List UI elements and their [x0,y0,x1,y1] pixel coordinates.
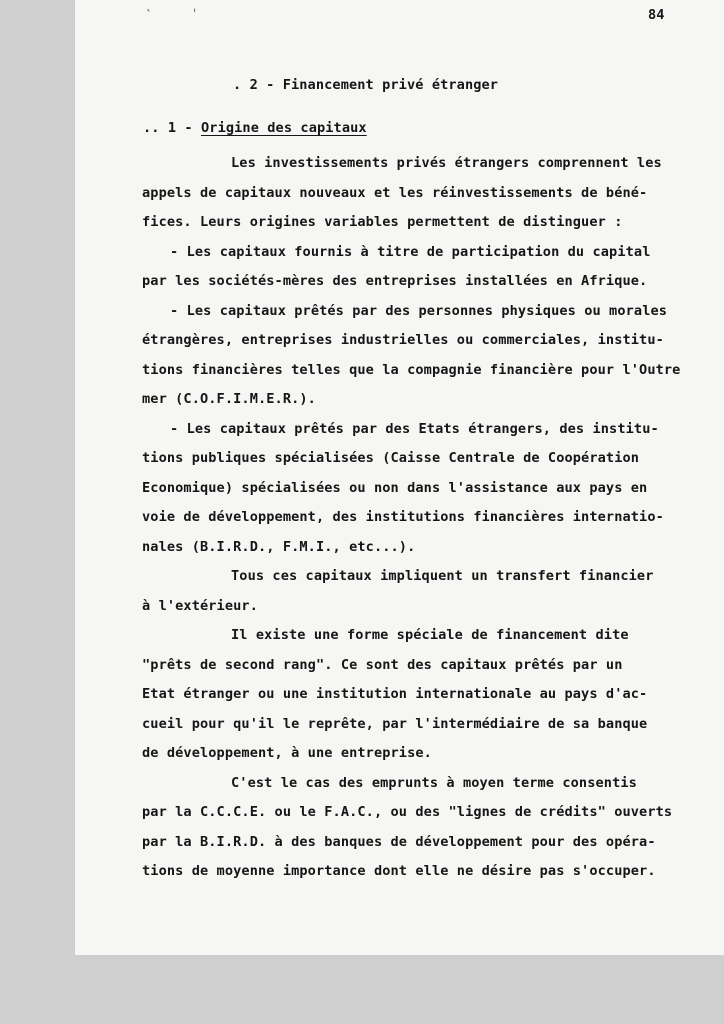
text-line: mer (C.O.F.I.M.E.R.). [142,391,316,407]
text-line: - Les capitaux prêtés par des personnes physiques ou morales [170,303,668,319]
text-line: tions de moyenne importance dont elle ne désire pas s'occuper. [142,863,656,879]
scan-bottom-margin [75,955,724,1024]
text-line: C'est le cas des emprunts à moyen terme consentis [231,775,637,791]
text-line: tions publiques spécialisées (Caisse Centrale de Coopération [142,450,640,466]
text-line: voie de développement, des institutions financières internatio- [142,509,664,525]
text-line: étrangères, entreprises industrielles ou commerciales, institu- [142,332,664,348]
text-line: par la B.I.R.D. à des banques de développement pour des opéra- [142,834,656,850]
subsection-title: Origine des capitaux [201,120,367,136]
text-line: de développement, à une entreprise. [142,745,432,761]
scan-speck: ˈ [193,7,197,21]
scan-speck: ˋ [146,8,152,22]
subsection-heading [143,122,367,136]
text-line: - Les capitaux fournis à titre de participation du capital [170,244,651,260]
text-line: tions financières telles que la compagnie financière pour l'Outre [142,362,681,378]
text-line: Economique) spécialisées ou non dans l'assistance aux pays en [142,480,648,496]
text-line: Etat étranger ou une institution internationale au pays d'ac- [142,686,648,702]
text-line: Les investissements privés étrangers comprennent les [231,155,662,171]
section-heading: . 2 - Financement privé étranger [233,77,499,93]
scan-left-margin [0,0,75,1024]
page-number: 84 [648,7,665,23]
subsection-prefix: .. 1 - [143,120,201,136]
text-line: par la C.C.C.E. ou le F.A.C., ou des "lignes de crédits" ouverts [142,804,673,820]
text-line: Il existe une forme spéciale de financement dite [231,627,629,643]
text-line: cueil pour qu'il le reprête, par l'intermédiaire de sa banque [142,716,648,732]
text-line: "prêts de second rang". Ce sont des capitaux prêtés par un [142,657,623,673]
text-line: par les sociétés-mères des entreprises installées en Afrique. [142,273,648,289]
text-line: Tous ces capitaux impliquent un transfert financier [231,568,654,584]
text-line: à l'extérieur. [142,598,258,614]
text-line: nales (B.I.R.D., F.M.I., etc...). [142,539,416,555]
text-line: - Les capitaux prêtés par des Etats étrangers, des institu- [170,421,659,437]
text-line: appels de capitaux nouveaux et les réinvestissements de béné- [142,185,648,201]
text-line: fices. Leurs origines variables permettent de distinguer : [142,214,623,230]
